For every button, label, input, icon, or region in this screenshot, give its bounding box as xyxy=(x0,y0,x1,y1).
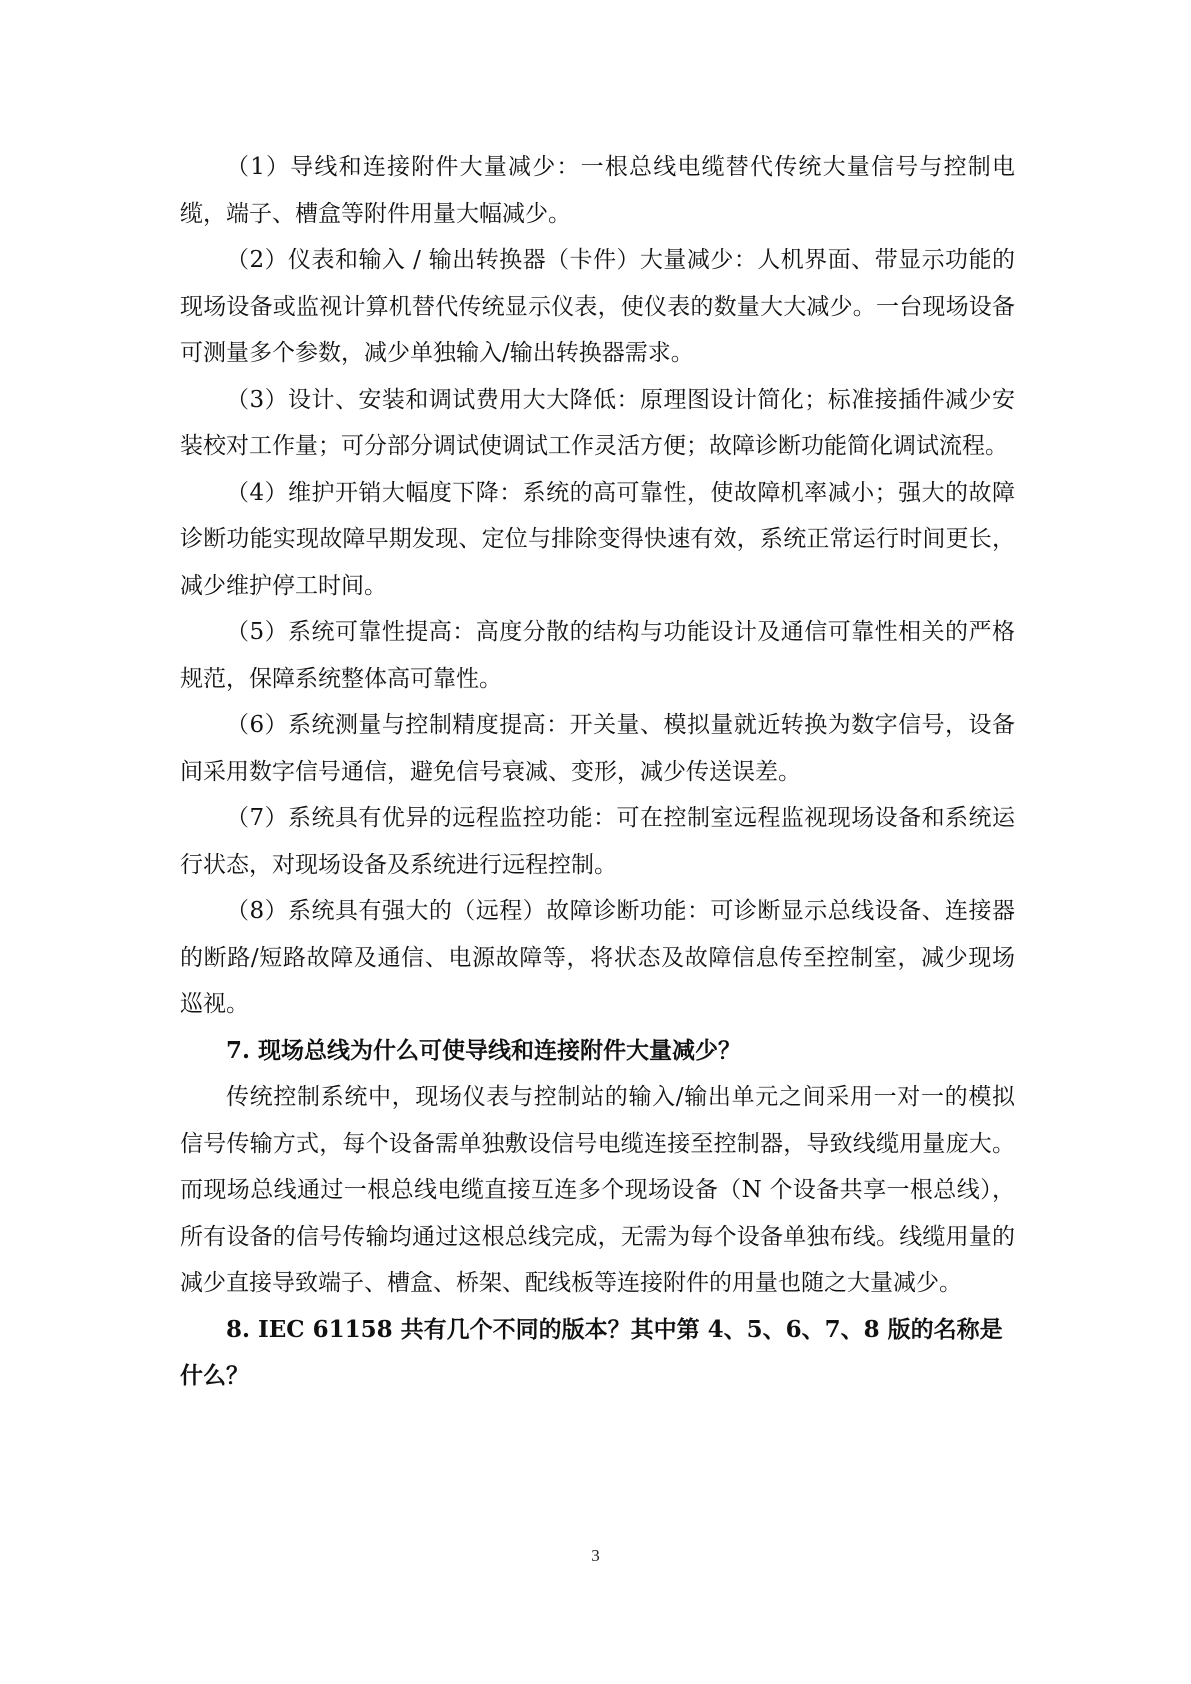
question-8-heading: 8. IEC 61158 共有几个不同的版本？其中第 4、5、6、7、8 版的名称是什么？ xyxy=(180,1315,1003,1389)
advantage-paragraph-7: （7）系统具有优异的远程监控功能：可在控制室远程监视现场设备和系统运行状态，对现场设备及系统进行远程控制。 xyxy=(180,805,1015,878)
advantage-paragraph-6: （6）系统测量与控制精度提高：开关量、模拟量就近转换为数字信号，设备间采用数字信号通信，避免信号衰减、变形，减少传送误差。 xyxy=(180,712,1015,785)
advantage-paragraph-3: （3）设计、安装和调试费用大大降低：原理图设计简化；标准接插件减少安装校对工作量；可分部分调试使调试工作灵活方便；故障诊断功能简化调试流程。 xyxy=(180,386,1015,459)
advantage-paragraph-5: （5）系统可靠性提高：高度分散的结构与功能设计及通信可靠性相关的严格规范，保障系统整体高可靠性。 xyxy=(180,619,1015,692)
advantage-paragraph-1: （1）导线和连接附件大量减少：一根总线电缆替代传统大量信号与控制电缆，端子、槽盒等附件用量大幅减少。 xyxy=(180,154,1015,227)
advantage-paragraph-4: （4）维护开销大幅度下降：系统的高可靠性，使故障机率减小；强大的故障诊断功能实现故障早期发现、定位与排除变得快速有效，系统正常运行时间更长，减少维护停工时间。 xyxy=(180,479,1015,599)
advantage-paragraph-2: （2）仪表和输入 / 输出转换器（卡件）大量减少：人机界面、带显示功能的现场设备或监视计算机替代传统显示仪表，使仪表的数量大大减少。一台现场设备可测量多个参数，减少单独输入/输出转换器需求。 xyxy=(180,247,1015,366)
advantage-paragraph-8: （8）系统具有强大的（远程）故障诊断功能：可诊断显示总线设备、连接器的断路/短路故障及通信、电源故障等，将状态及故障信息传至控制室，减少现场巡视。 xyxy=(180,898,1015,1017)
question-7-answer: 传统控制系统中，现场仪表与控制站的输入/输出单元之间采用一对一的模拟信号传输方式，每个设备需单独敷设信号电缆连接至控制器，导致线缆用量庞大。而现场总线通过一根总线电缆直接互连多个现场设备（N 个设备共享一根总线），所有设备的信号传输均通过这根总线完成，无需为每个设备单独布线。线缆用量的减少直接导致端子、槽盒、桥架、配线板等连接附件的用量也随之大量减少。 xyxy=(180,1084,1015,1296)
question-7-heading: 7. 现场总线为什么可使导线和连接附件大量减少？ xyxy=(226,1036,742,1064)
page-number: 3 xyxy=(591,1546,600,1565)
page-content xyxy=(180,144,1015,1400)
